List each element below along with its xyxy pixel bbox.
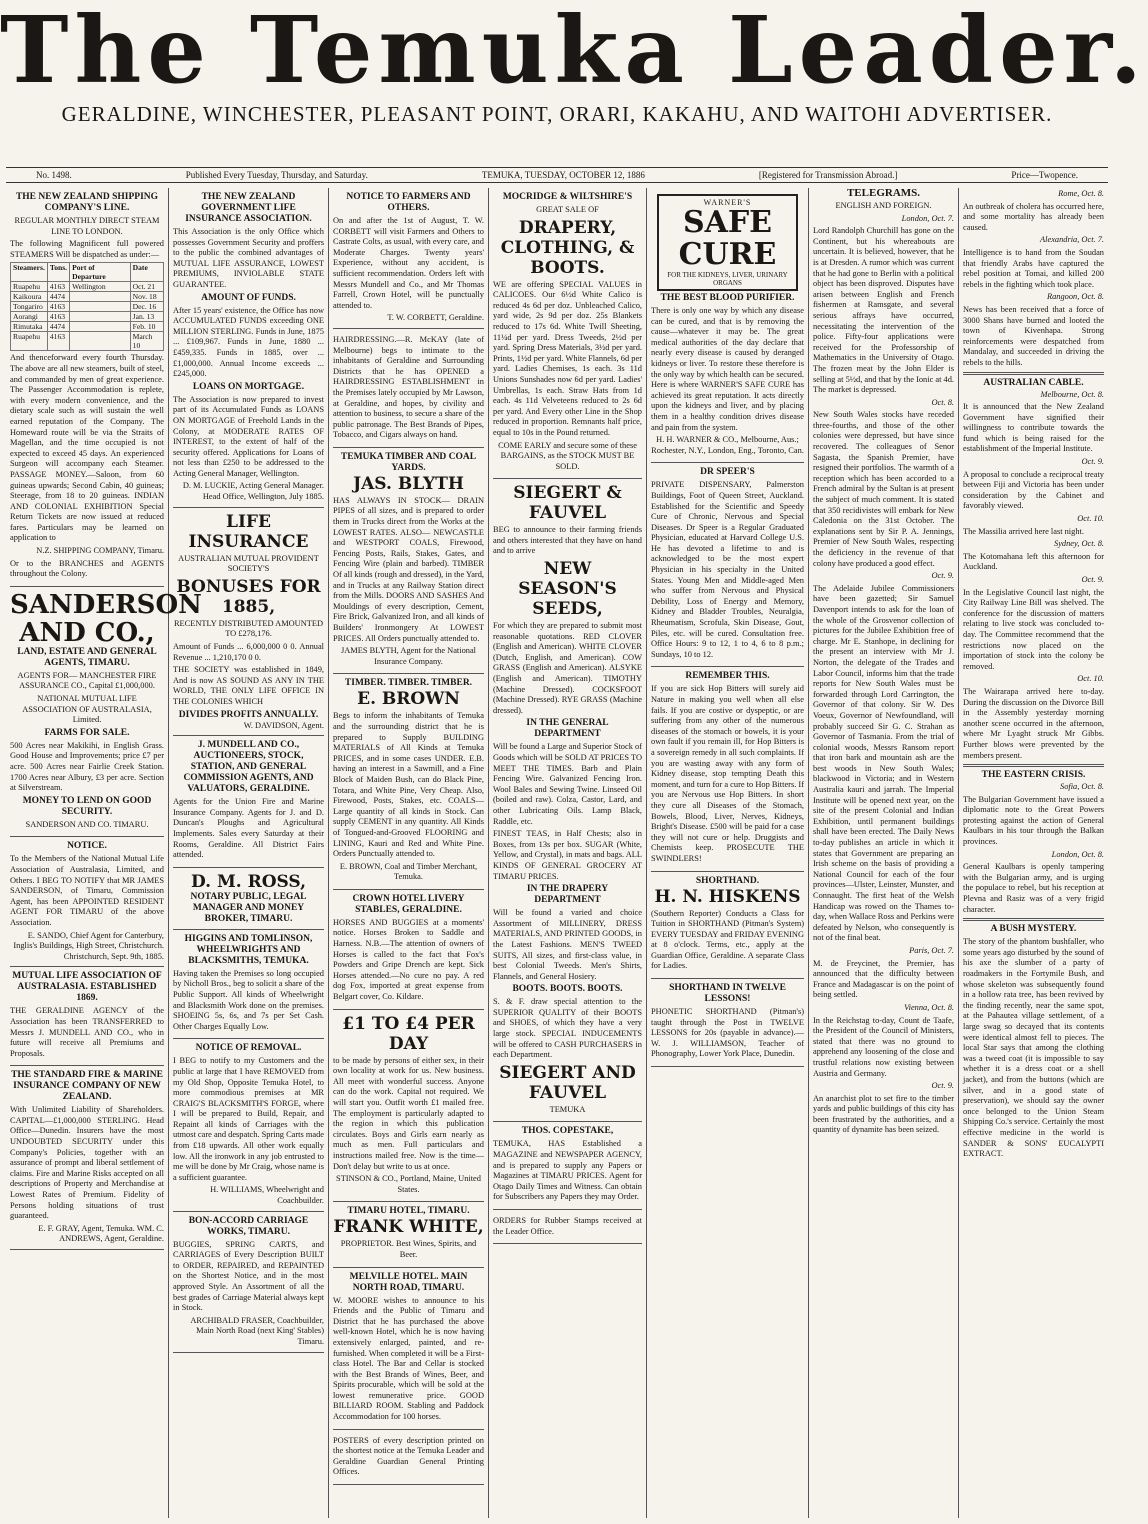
higgins-body: Having taken the Premises so long occupied by Nicholl Bros., beg to solicit a share of the Public Support. All kinds of Wheelwright and Blacksmith Work done on the premises. SHOEING 5s, 6s, and 7s per Set Cash. Other Charges Equally Low. [173, 968, 324, 1031]
eastern-heading: THE EASTERN CRISIS. [981, 770, 1086, 781]
stinson-ad [333, 1010, 484, 1203]
govt-signature: D. M. LUCKIE, Acting General Manager. Head Office, Wellington, July 1885. [182, 481, 324, 502]
eastern-list [963, 782, 1104, 915]
general-heading: IN THE GENERAL DEPARTMENT [526, 718, 609, 740]
safe-cure-title: SAFE CURE [678, 205, 777, 272]
dispatch-text: General Kaulbars is openly tampering with the Bulgarian army, and is urging the populace to rebel, but his reception at Plevna and Rasiz was of a very frigid character. [963, 862, 1104, 914]
dispatch-dateline: Melbourne, Oct. 8. [1040, 389, 1104, 399]
mundell-ad [173, 736, 324, 868]
corbett-signature: T. W. CORBETT, Geraldine. [387, 313, 484, 323]
table-cell [70, 292, 131, 302]
standard-heading: THE STANDARD FIRE & MARINE INSURANCE COMPANY OF NEW ZEALAND. [11, 1070, 163, 1103]
seeds-body: For which they are prepared to submit most reasonable quotations. RED CLOVER (English and American). WHITE CLOVER (Dutch, English, and American). COW GRASS (English and American). ALSYKE (English and American). TIMOTHY (Machine Dressed). COCKSFOOT (Machine Dressed). RYE GRASS (Machine dressed). [493, 621, 642, 715]
siegert-footer-title: SIEGERT AND FAUVEL [499, 1062, 636, 1103]
funds-body: After 15 years' existence, the Office has now ACCUMULATED FUNDS exceeding ONE MILLION STERLING. Funds in June, 1875 ... £109,967. Funds in June, 1880 ... £459,335. Funds in 1885, over ... £1,000,000. Annual Income exceeds ... £245,000. [173, 305, 324, 379]
newspaper-subtitle: GERALDINE, WINCHESTER, PLEASANT POINT, ORARI, KAKAHU, AND WAITOHI ADVERTISER. [61, 102, 1053, 126]
timaru-hotel-body: PROPRIETOR. Best Wines, Spirits, and Beer. [340, 1239, 477, 1259]
siegert-heading: SIEGERT & FAUVEL [513, 483, 622, 524]
mundell-heading: J. MUNDELL AND CO., AUCTIONEERS, STOCK, STATION, AND GENERAL COMMISSION AGENTS, AND VALUATORS, GERALDINE. [183, 740, 314, 795]
loans-heading: LOANS ON MORTGAGE. [192, 381, 305, 392]
timaru-hotel-heading: TIMARU HOTEL, TIMARU. [347, 1206, 470, 1217]
table-row [11, 282, 164, 292]
crown-stables-ad [333, 890, 484, 1010]
mckay-ad [333, 329, 484, 448]
column-3 [329, 188, 489, 1518]
cable-heading: AUSTRALIAN CABLE. [983, 377, 1084, 388]
boots-heading: BOOTS. BOOTS. BOOTS. [512, 984, 623, 995]
shipping-subheading: REGULAR MONTHLY DIRECT STEAM LINE TO LONDON. [14, 216, 160, 236]
farms-body: 500 Acres near Makikihi, in English Grass. Good House and Improvements; price £7 per acre. 500 Acres near Fairlie Creek Station. 1700 Acres near Albury, £3 per acre. Section at Silverstream. [10, 740, 164, 793]
mckay-body: HAIRDRESSING.—R. McKAY (late of Melbourne) begs to intimate to the inhabitants of Geraldine and Surrounding Districts that he has OPENED a HAIRDRESSING ESTABLISHMENT in the Premises lately occupied by Mr Lawson, at Geraldine, and hopes, by civility and attention to business, to secure a share of the public patronage. The Best Brands of Pipes, Tobacco, and Cigars always on hand. [333, 334, 484, 440]
copestake-body: TEMUKA, HAS Established a MAGAZINE and NEWSPAPER AGENCY, and is prepared to supply any Papers or Magazines at TIMARU PRICES. Agent for Otago Daily Times and Witness. Can obtain for Subscribers any Papers they may Order. [493, 1139, 642, 1202]
table-cell: Ruapehu [11, 282, 48, 292]
mutual-life-ad [10, 967, 164, 1066]
table-cell [70, 302, 131, 312]
corbett-ad [333, 188, 484, 329]
dispatch-text: The Massilia arrived here last night. [963, 526, 1084, 536]
table-cell: 4163 [47, 282, 69, 292]
table-header-cell: Steamers. [11, 263, 48, 282]
loans-body: The Association is now prepared to invest part of its Accumulated Funds as LOANS ON MORTGAGE of Freehold Lands in the Colony, at MODERATE RATES OF INTEREST, to the extent of half of the security offered. Applications for Loans of not less than £250 to be addressed to the Acting General Manager, Wellington. [173, 394, 324, 478]
sanderson-title: SANDERSON AND CO., [10, 589, 202, 648]
posters-body: POSTERS of every description printed on the shortest notice at the Temuka Leader and Geraldine Guardian General Printing Offices. [333, 1435, 484, 1477]
sanderson-ad [10, 587, 202, 838]
brown-heading: TIMBER. TIMBER. TIMBER. [344, 678, 473, 689]
column-6 [809, 188, 959, 1518]
blyth-heading: TEMUKA TIMBER AND COAL YARDS. [340, 451, 477, 473]
dispatch-dateline: Oct. 9. [931, 571, 954, 581]
standard-signature: E. F. GRAY, Agent, Temuka. WM. C. ANDREWS, Agent, Geraldine. [38, 1223, 164, 1244]
mocridge-body: WE are offering SPECIAL VALUES in CALICOES. Our 6½d White Calico is reduced 4s 6d per doz. Unbleached Calico, yard wide, 2s 9d per doz. 25s Blankets reduced to 17s 6d. White Twill Sheeting, 11¼d per yard. Dress Tweeds, 2½d per yard. Spring Dress Materials, 3½d per yard. Prints, 1½d per yard. White Flannels, 6d per yard. Ladies Chemises, 1s each. 3s 11d Unions Sunshades now 6d per yard. Ladies' Umbrellas, 1s each. Straw Hats from 1d each. 4s 11d Velveteens reduced to 2s 6d per yard. And Every other Line in the Shop reduced in proportion. Remnants half price, equal to 10s in the Pound returned. [493, 279, 642, 437]
foreign-news-list [963, 189, 1104, 369]
safe-cure-sub: THE BEST BLOOD PURIFIER. [660, 293, 795, 303]
teas-body: FINEST TEAS, in Half Chests; also in Boxes, from 13s per box. SUGAR (White, Yellow, and Crystal), in mats and bags. ALL KINDS OF GENERAL GROCERY AT TIMARU PRICES. [493, 829, 642, 881]
table-cell [70, 332, 131, 351]
notice-signature: E. SANDO, Chief Agent for Canterbury, Inglis's Buildings, High Street, Christchurch. Christchurch, Sept. 9th, 1885. [13, 930, 164, 961]
table-header-cell: Port of Departure [70, 263, 131, 282]
corbett-heading: NOTICE TO FARMERS AND OTHERS. [346, 192, 471, 213]
table-cell: Dec. 16 [130, 302, 163, 312]
speer-ad [651, 463, 804, 667]
dispatch-text: An outbreak of cholera has occurred here, and some mortality has already been caused. [963, 201, 1104, 232]
mutual-heading: MUTUAL LIFE ASSOCIATION OF AUSTRALASIA. ESTABLISHED 1869. [12, 971, 162, 1004]
table-cell: Nov. 18 [130, 292, 163, 302]
standard-body: With Unlimited Liability of Shareholders. CAPITAL—£1,000,000 STERLING. Head Office—Dunedin. Insurers have the most UNDOUBTED SECURITY under this Company's Policies, together with an assurance of prompt and liberal settlement of claims. Fire and Marine Risks accepted on all descriptions of Property and Merchandise at Lowest Rates of Premium. Fidelity of Persons holding situations of trust guaranteed. [10, 1105, 164, 1221]
amp-body: THE SOCIETY was established in 1849, And is now AS SOUND AS ANY IN THE WORLD, THE ONLY LIFE OFFICE IN THE COLONIES WHICH [173, 665, 324, 706]
sanderson-signature: SANDERSON AND CO. TIMARU. [25, 819, 149, 829]
stinson-headline: £1 TO £4 PER DAY [342, 1013, 475, 1054]
dispatch-text: The Bulgarian Government have issued a diplomatic note to the Great Powers protesting against the action of General Kaulbars in his tour through the Balkan provinces. [963, 794, 1104, 847]
registration-note: [Registered for Transmission Abroad.] [758, 170, 898, 180]
brown-title: E. BROWN [357, 689, 460, 710]
dispatch-text: The Kotomahana left this afternoon for Auckland. [963, 551, 1104, 572]
cable-list [963, 390, 1104, 762]
ross-ad [173, 868, 324, 930]
bonaccord-signature: ARCHIBALD FRASER, Coachbuilder, Main North Road (next King' Stables) Timaru. [190, 1315, 324, 1346]
bonaccord-ad [173, 1212, 324, 1353]
stinson-body: to be made by persons of either sex, in their own locality at work for us. New business. All meet with wonderful success. Anyone can do the work. Capital not required. We will start you. Outfit worth £1 mailed free. The employment is particularly adapted to the region in which this publication circulates. Boys and Girls earn nearly as much as men. Full particulars and instructions mailed free. Now is the time—Don't delay but write to us at once. [333, 1055, 484, 1171]
table-cell: 4474 [47, 292, 69, 302]
amp-signature: W. DAVIDSON, Agent. [243, 720, 324, 730]
table-cell: 4163 [47, 302, 69, 312]
farms-heading: FARMS FOR SALE. [44, 727, 130, 738]
newspaper-title: The Temuka Leader. [0, 0, 1148, 104]
mutual-body: THE GERALDINE AGENCY of the Association has been TRANSFERRED to Messrs J. MUNDELL AND CO., who in future will receive all Premiums and Proposals. [10, 1006, 164, 1058]
column-2 [169, 188, 329, 1518]
brown-body: Begs to inform the inhabitants of Temuka and the surrounding district that he is prepared to Supply BUILDING MATERIALS of All Kinds at Temuka PRICES, and in some cases UNDER. E.B. having an interest in a Sawmill, and a Fine Block of Maiden Bush, can do Black Pine, Totara, and White Pine, Very Cheap. Also, Firewood, Posts, Stakes, etc. COALS—Large quantity of all kinds in Stock. Can supply CEMENT in any quantity. All Kinds of Tongued-and-Grooved FLOORING and LINING, Kauri and Red and White Pine. Orders Punctually attended to. [333, 711, 484, 859]
issue-number: No. 1498. [36, 170, 72, 180]
amp-name: AUSTRALIAN MUTUAL PROVIDENT SOCIETY'S [178, 553, 319, 574]
twelve-lessons-ad [651, 979, 804, 1067]
dispatch-dateline: Sofia, Oct. 8. [1060, 782, 1104, 792]
notice-body: To the Members of the National Mutual Life Association of Australasia, Limited, and Others. I BEG TO NOTIFY that MR JAMES SANDERSON, of Timaru, Commission Agent, has been APPOINTED RESIDENT AGENT FOR TIMARU of the above Association. [10, 854, 164, 927]
dispatch-dateline: Oct. 9. [931, 1081, 954, 1091]
national-mutual: NATIONAL MUTUAL LIFE ASSOCIATION OF AUSTRALASIA, Limited. [22, 694, 152, 725]
amp-figures: Amount of Funds ... 6,000,000 0 0. Annual Revenue ... 1,210,170 0 0. [173, 642, 324, 662]
table-cell: Wellington [70, 282, 131, 292]
frank-white-title: FRANK WHITE, [333, 1217, 484, 1238]
speer-body: PRIVATE DISPENSARY, Palmerston Buildings, Foot of Queen Street, Auckland. Established for the Scientific and Speedy Cure of Chronic, Nervous and Special Diseases. Dr Speer is a Regular Graduated Physician, educated at Harvard College U.S. He has devoted a lifetime to and is acknowledged to be the most expert Physician in his specialty in the United States. Young Men and Middle-aged Men who suffer from Nervous and Physical Debility, Loss of Energy and Memory, Kidney and Bladder Troubles, Neuralgia, Rheumatism, Scrofula, Skin Disease, Gout, Piles, etc. will be cured. Consultation free. Office Hours: 9 to 12, 1 to 4, 6 to 8 p.m.; Sundays, 10 to 12. [651, 480, 804, 659]
siegert-intro: BEG to announce to their farming friends and others interested that they have on hand and to arrive [493, 525, 642, 556]
blyth-title: JAS. BLYTH [353, 473, 464, 494]
melville-hotel-ad [333, 1268, 484, 1430]
mystery-body: The story of the phantom bushfaller, who some years ago disturbed by the sound of his axe the slumber of a party of roadmakers in the Fortymile Bush, and whose skeleton was subsequently found in a hollow rata tree, has been revived by the finding recently, near the same spot, at the Pahautea village settlement, of a large swag so decayed that its contents were identical almost fell to pieces. The local Star says that among the clothing was a tweed coat (it is impossible to say whether it is a dress coat or a shell jacket), and from the buttons (which are silver, and in a good state of preservation), we should say the owner once belonged to the Union Steam Shipping Co.'s service. Certainly the most effective medicine in the world is SANDER & SONS' EUCALYPTI EXTRACT. [963, 937, 1104, 1159]
dispatch-dateline: Sydney, Oct. 8. [1054, 539, 1104, 549]
table-row [11, 292, 164, 302]
safe-cure-for: FOR THE KIDNEYS, LIVER, URINARY ORGANS [667, 271, 788, 287]
table-cell: Oct. 21 [130, 282, 163, 292]
shipping-signature: N.Z. SHIPPING COMPANY, Timaru. [36, 546, 164, 556]
dispatch-dateline: Paris, Oct. 7. [909, 945, 954, 955]
table-row [11, 302, 164, 312]
dispatch-dateline: Rome, Oct. 8. [1058, 189, 1104, 198]
shorthand-ad [651, 872, 804, 980]
telegrams-subheading: ENGLISH AND FOREIGN. [835, 201, 932, 210]
dispatch-dateline: Oct. 10. [1077, 674, 1104, 684]
twelve-heading: SHORTHAND IN TWELVE LESSONS! [669, 983, 786, 1005]
dispatch-text: News has been received that a force of 3000 Shans have burned and looted the town of Kivenhapa. Strong reinforcements were despatched from Mandalay, and succeeded in driving the rebels to the hills. [963, 304, 1104, 367]
table-cell: Feb. 10 [130, 322, 163, 332]
hop-bitters-ad [651, 667, 804, 871]
life-insurance-title: LIFE INSURANCE [188, 511, 309, 552]
general-body: Will be found a Large and Superior Stock of Goods which will be SOLD AT PRICES TO MEET THE TIMES. Barb and Plain Fencing Wire. Galvanized Fencing Iron. Wool Bales and Sewing Twine. Linseed Oil (boiled and raw). Colza, Castor, Lard, and other Lubricating Oils. Lamp Black, Raddle, etc. [493, 742, 642, 826]
funds-heading: AMOUNT OF FUNDS. [201, 292, 296, 303]
table-cell: 4474 [47, 322, 69, 332]
dispatch-dateline: Rangoon, Oct. 8. [1047, 292, 1104, 302]
price: Price—Twopence. [1011, 170, 1078, 180]
table-header-cell: Tons. [47, 263, 69, 282]
shorthand-body: (Southern Reporter) Conducts a Class for Tuition in SHORTHAND (Pitman's System) EVERY TUESDAY and FRIDAY EVENING at 8 o'clock. Terms, etc., apply at the Guardian Office, Geraldine. A separate Class for Ladies. [651, 908, 804, 971]
bonuses-title: BONUSES FOR 1885, [176, 576, 321, 617]
drapery-heading: IN THE DRAPERY DEPARTMENT [526, 884, 609, 906]
mocridge-sub: GREAT SALE OF [536, 205, 599, 214]
table-cell: Ruapehu [11, 332, 48, 351]
dispatch-text: An anarchist plot to set fire to the timber yards and public buildings of this city has been frustrated by the authorities, and a quantity of dynamite has been seized. [813, 1093, 954, 1135]
dispatch-dateline: Vienna, Oct. 8. [904, 1002, 954, 1012]
copestake-heading: THOS. COPESTAKE, [521, 1126, 614, 1137]
column-4 [489, 188, 647, 1518]
notice-ad [10, 837, 164, 967]
mocridge-tail: COME EARLY and secure some of these BARGAINS, as the STOCK MUST BE SOLD. [498, 440, 637, 471]
table-cell [70, 322, 131, 332]
dispatch-dateline: Oct. 9. [1081, 575, 1104, 584]
twelve-body: PHONETIC SHORTHAND (Pitman's) taught through the Post in TWELVE LESSONS for 20s (payable in advance).—W. J. WILLIAMSON, Teacher of Phonography, Lower York Place, Dunedin. [651, 1007, 804, 1059]
corbett-body: On and after the 1st of August, T. W. CORBETT will visit Farmers and Others to Castrate Colts, as usual, with every care, and Moderate Charges. Twenty years' Experience, without any accident, is sufficient recommendation. Orders left with Messrs Mundell and Co., and Mr Thomas Farrell, Crown Hotel, will be punctually attended to. [333, 216, 484, 310]
drapery-body: Will be found a varied and choice Assortment of MILLINERY, DRESS MATERIALS, AND PRINTED GOODS, in the Latest Fashions. MEN'S TWEED SUITS, All sizes, and first-class value, in best Colonial Tweeds. Men's Shirts, Flannels, and General Hosiery. [493, 908, 642, 981]
shipping-heading: THE NEW ZEALAND SHIPPING COMPANY'S LINE. [15, 192, 159, 213]
removal-signature: H. WILLIAMS, Wheelwright and Coachbuilder. [210, 1185, 324, 1206]
posters-ad [333, 1430, 484, 1485]
bonaccord-heading: BON-ACCORD CARRIAGE WORKS, TIMARU. [188, 1215, 309, 1237]
dispatch-dateline: Alexandria, Oct. 7. [1040, 235, 1104, 245]
brown-signature: E. BROWN, Coal and Timber Merchant, Temuka. [339, 861, 478, 882]
removal-heading: NOTICE OF REMOVAL. [195, 1043, 302, 1054]
dispatch-dateline: London, Oct. 8. [1051, 849, 1104, 859]
table-cell: Rimutaka [11, 322, 48, 332]
copestake-ad [493, 1122, 642, 1210]
table-row [11, 322, 164, 332]
dispatch-dateline: London, Oct. 7. [901, 213, 954, 223]
table-header-cell: Date [130, 263, 163, 282]
table-cell: March 10 [130, 332, 163, 351]
remember-heading: REMEMBER THIS. [685, 671, 770, 682]
higgins-ad [173, 930, 324, 1040]
safe-cure-ad [651, 188, 804, 463]
blyth-signature: JAMES BLYTH, Agent for the National Insurance Company. [340, 646, 476, 666]
safe-cure-logo [657, 194, 798, 291]
govt-body: This Association is the only Office which possesses Government Security and proffers to the public the combined advantages of MUTUAL LIFE ASSURANCE, LOWEST PREMIUMS, INVIOLABLE STATE GUARANTEE. [173, 227, 324, 289]
dispatch-text: New South Wales stocks have receded three-fourths, and those of the other colonies were depressed, but have since recovered. The colleagues of Senor Sagasta, the Spanish Premier, have resigned their portfolios. The warmth of a reception which has been accorded to a French admiral by the Sultan is at present the subject of much comment. It is stated that 350 recidivistes will embark for New Caledonia on the 31st October. The explanations sent by Sir P. A. Jennings, Premier of New South Wales, respecting the deficiency in the revenue of that colony have produced a good effect. [813, 410, 954, 568]
seeds-title: NEW SEASON'S SEEDS, [518, 559, 617, 620]
timaru-hotel-ad [333, 1202, 484, 1267]
dispatch-text: M. de Freycinet, the Premier, has announced that the difficulty between France and Madagascar is on the point of being settled. [813, 958, 954, 1000]
dispatch-text: Intelligence is to hand from the Soudan that friendly Arabs have captured the rebel position at Tomai, and killed 200 rebels in the fighting which took place. [963, 247, 1104, 289]
dateline: TEMUKA, TUESDAY, OCTOBER 12, 1886 [481, 170, 645, 180]
stinson-signature: STINSON & CO., Portland, Maine, United States. [336, 1174, 481, 1194]
amp-ad [173, 508, 324, 737]
table-cell: Jan. 13 [130, 312, 163, 322]
brown-ad [333, 674, 484, 890]
telegrams-list [813, 214, 954, 1136]
table-cell: Kaikoura [11, 292, 48, 302]
crown-heading: CROWN HOTEL LIVERY STABLES, GERALDINE. [352, 893, 465, 915]
divides-profits: DIVIDES PROFITS ANNUALLY. [178, 709, 319, 720]
ross-body: NOTARY PUBLIC, LEGAL MANAGER AND MONEY BROKER, TIMARU. [190, 891, 307, 924]
info-bar [6, 167, 1108, 183]
melville-heading: MELVILLE HOTEL. MAIN NORTH ROAD, TIMARU. [349, 1271, 468, 1293]
safe-cure-signature: H. H. WARNER & CO., Melbourne, Aus.; Rochester, N.Y., London, Eng., Toronto, Can. [651, 435, 804, 455]
bonuses-subtitle: RECENTLY DISTRIBUTED AMOUNTED TO £278,176. [173, 618, 324, 639]
dispatch-text: In the Reichstag to-day, Count de Taafe, the President of the Council of Ministers, stated that there was no ground to apprehend any loosening of the close and trustful relations now existing between Austria and Germany. [813, 1015, 954, 1078]
ross-title: D. M. ROSS, [190, 871, 307, 892]
table-row [11, 332, 164, 351]
table-cell: Tongariro [11, 302, 48, 312]
table-cell: 4163 [47, 312, 69, 322]
shipping-tail: Or to the BRANCHES and AGENTS throughout the Colony. [10, 558, 164, 579]
moore-body: W. MOORE wishes to announce to his Friends and the Public of Timaru and District that he has purchased the above well-known Hotel, which he is now having extensively enlarged, painted, and re-furnished. When completed it will be a First-class Hotel. The Bar and Cellar is stocked with the Best Brands of Wines, Beer, and Spirits procurable, which will be sold at the lowest remunerative price. GOOD BILLIARD ROOM. Stabling and Paddock Accommodation for 100 horses. [333, 1295, 484, 1422]
sanderson-subtitle: LAND, ESTATE AND GENERAL AGENTS, TIMARU. [17, 646, 157, 668]
money-to-lend: MONEY TO LEND ON GOOD SECURITY. [22, 795, 152, 817]
dispatch-text: The Adelaide Jubilee Commissioners have been gazetted; Sir Samuel Davenport intends to ask for the loan of the whole of the Grosvenor collection of pictures for the Jubilee Exhibition free of charge. Mr E. Stanhope, in declining for the present an interview with Mr J. Norton, the delegate of the Trades and Labor Council, informs him that the trade reports for New South Wales must be forwarded through Lord Carrington, the Governor of that colony. Sir W. Des Voeux, Governor of Newfoundland, will probably succeed Sir G. C. Strahan as Governor of Tasmania. From the trial of colonial woods, Messrs Ransom report that iron bark and mountain ash are the best woods in New South Wales; blackwood in Victoria; and in Western Australia kauri and jarrah. The Imperial Institute will be opened next year, on the site of the present Colonial and Indian Exhibition, until permanent buildings shall have been erected. The Daily News to-day publishes an article in which it states that Government are preparing an Irish scheme on the basis of providing a National Council for each of the four provinces—Ulster, Leinster, Munster, and Connaught. The first heat of the Welsh Handicap was rowed on the Thames to-day, when Wallace Ross and Perkins were defeated by Nelson, who consequently is not of the final beat. [813, 583, 954, 943]
dispatch-text: Lord Randolph Churchill has gone on the Continent, but his whereabouts are uncertain. It is believed, however, that he is at Dresden. A rumor which was current that he had gone to Berlin with a political object has been disproved. Disputes have arisen between English and French fishermen at Ramsgate, and several serious affrays have occurred, necessitating the intervention of the police. Fifty-four applications were received for the Professorship of Mathematics in the University of Otago. The frozen meat by the John Elder is selling at 5½d, and that by the Ionic at 4d. The market is depressed. [813, 226, 954, 395]
blyth-body: HAS ALWAYS IN STOCK— DRAIN PIPES of all sizes, and is prepared to order them in Trucks direct from the Works at the LOWEST RATES. ALSO— NEWCASTLE and WESTPORT COALS, Firewood, Fencing Posts, Rails, Stakes, Gates, and Fencing Wire (plain and barbed). TIMBER Of all kinds (rough and dressed), in the Yard, and in Trucks at any Railway Station direct from the Mills. DOORS AND SASHES And Mouldings of every description, Cement, Fire Brick, Galvanized Iron, and all kinds of Builders' Ironmongery At LOWEST PRICES. All Orders punctually attended to. [333, 495, 484, 643]
govt-heading: THE NEW ZEALAND GOVERNMENT LIFE INSURANCE ASSOCIATION. [185, 192, 312, 224]
shorthand-heading: SHORTHAND. [695, 875, 760, 886]
table-cell: 4163 [47, 332, 69, 351]
shipping-ad [10, 188, 164, 587]
agents-for: AGENTS FOR— MANCHESTER FIRE ASSURANCE CO., Capital £1,000,000. [17, 670, 157, 691]
boots-body: S. & F. draw special attention to the SUPERIOR QUALITY of their BOOTS and SHOES, of which they have a very large stock. SPECIAL INDUCEMENTS will be offered to CASH PURCHASERS in each Department. [493, 997, 642, 1060]
govt-insurance-ad [173, 188, 324, 508]
standard-insurance-ad [10, 1066, 164, 1250]
column-5 [647, 188, 809, 1518]
dispatch-dateline: Oct. 8. [931, 397, 954, 407]
dispatch-text: A proposal to conclude a reciprocal treaty between Fiji and Victoria has been under consideration by the Cabinet and favorably viewed. [963, 469, 1104, 511]
hiskens-title: H. N. HISKENS [654, 886, 801, 907]
bonaccord-body: BUGGIES, SPRING CARTS, and CARRIAGES of Every Description BUILT to ORDER, REPAIRED, and REPAINTED on the Shortest Notice, and in the most approved Style. An Assortment of all the best grades of Carriage Material always kept in Stock. [173, 1239, 324, 1313]
mocridge-ad [493, 188, 642, 479]
safe-cure-body: There is only one way by which any disease can be cured, and that is by removing the cause—whatever it may be. The great medical authorities of the day declare that nearly every disease is caused by deranged kidneys or liver. To restore these therefore is the only way by which health can be secured. Here is where WARNER'S SAFE CURE has achieved its great reputation. It acts directly upon the kidneys and liver, and by placing them in a healthy condition drives disease and pain from the system. [651, 306, 804, 432]
dispatch-dateline: Oct. 10. [1077, 514, 1104, 524]
mundell-body: Agents for the Union Fire and Marine Insurance Company. Agents for J. and D. Duncan's Ploughs and Agricultural Implements. Sales every Saturday at their Rooms, Geraldine. All District Fairs attended. [173, 797, 324, 860]
column-1 [6, 188, 202, 1518]
safe-cure-warner: WARNER'S [703, 198, 752, 207]
mocridge-heading: MOCRIDGE & WILTSHIRE'S [502, 192, 633, 202]
siegert-ad [493, 479, 642, 1122]
speer-heading: DR SPEER'S [700, 467, 755, 478]
dispatch-text: It is announced that the New Zealand Government have signified their willingness to contribute towards the fund which is being raised for the establishment of the Imperial Institute. [963, 402, 1104, 454]
table-row [11, 312, 164, 322]
dispatch-text: The Wairarapa arrived here to-day. During the discussion on the Divorce Bill in the Assembly yesterday morning another scene occurred in the afternoon, where Mr Lyaght struck Mr Gibbs. Further blows were prevented by the members present. [963, 686, 1104, 760]
shipping-intro: The following Magnificent full powered STEAMERS Will be dispatched as under:— [10, 239, 164, 259]
notice-heading: NOTICE. [67, 841, 107, 852]
table-cell: Aorangi [11, 312, 48, 322]
stamps-ad [493, 1210, 642, 1244]
crown-body: HORSES AND BUGGIES at a moments' notice. Horses Broken to Saddle and Harness. N.B.—The attention of owners of Horses is called to the fact that Fox's Powders and Gripe Drench are kept. Sick Horses attended.—No cure no pay. A red dog Fox, imported at great expense from Belgart cover, Co. Kildare. [333, 917, 484, 1002]
removal-ad [173, 1039, 324, 1211]
blyth-ad [333, 448, 484, 675]
dispatch-text: In the Legislative Council last night, the City Railway Line Bill was shelved. The conference for the discussion of matters relating to live stock was concluded to-day. The Committee recommend that the restrictions now placed on the importation of stock into the colony be removed. [963, 587, 1104, 671]
masthead [0, 0, 1148, 127]
removal-body: I BEG to notify to my Customers and the public at large that I have REMOVED from my Old Shop, Opposite Temuka Hotel, to more commodious premises at MR CRAIG'S BLACKSMITH'S FORGE, where I will be prepared to Build, Repair, and Repaint all kinds of Carriages with the utmost care and despatch. Spring Carts made from £18 upwards. All other work equally low. All the ironwork in any job entrusted to me will be done by Mr Craig, whose name is a sufficient guarantee. [173, 1056, 324, 1182]
stamps-body: ORDERS for Rubber Stamps received at the Leader Office. [493, 1216, 642, 1236]
mocridge-title: DRAPERY, CLOTHING, & BOOTS. [500, 217, 635, 278]
telegrams-heading: TELEGRAMS. [846, 187, 921, 199]
publication-schedule: Published Every Tuesday, Thursday, and Saturday. [185, 170, 368, 180]
shipping-body: And thenceforward every fourth Thursday. The above are all new steamers, built of steel, and commanded by men of great experience. The Passenger Accommodation is replete, with every modern convenience, and the dietary scale such as will sustain the well earned reputation of the Company. The Homeward route will be via the Straits of Magellan, and the time occupied is not expected to exceed 45 days. An experienced Surgeon will accompany each Steamer. PASSAGE MONEY.—Saloon, from 60 guineas upwards; Second Cabin, 40 guineas; Steerage, from 18 to 20 guineas. INDIAN AND COLONIAL EXHIBITION Special Return Tickets are now issued at reduced fares. Particulars may be learned on application to [10, 353, 164, 543]
column-7 [959, 188, 1108, 1518]
remember-body: If you are sick Hop Bitters will surely aid Nature in making you well when all else fails. If you are costive or dyspeptic, or are suffering from any other of the numerous diseases of the stomach or bowels, it is your own fault if you remain ill, for Hop Bitters is a sovereign remedy in all such complaints. If you are wasting away with any form of Kidney disease, stop tempting Death this moment, and turn for a cure to Hop Bitters. If you are Nervous use Hop Bitters. In short they cure all Diseases of the Stomach, Bowels, Blood, Liver, Nerves, Kidneys, Bright's Disease. £500 will be paid for a case they will not cure or help. Druggists and Chemists keep. PROSECUTE THE SWINDLERS! [651, 684, 804, 863]
table-cell [70, 312, 131, 322]
columns [6, 188, 1108, 1518]
siegert-town: TEMUKA [549, 1104, 586, 1114]
steamer-table [10, 262, 164, 351]
dispatch-dateline: Oct. 9. [1081, 457, 1104, 467]
mystery-heading: A BUSH MYSTERY. [990, 924, 1077, 935]
higgins-heading: HIGGINS AND TOMLINSON, WHEELWRIGHTS AND BLACKSMITHS, TEMUKA. [184, 933, 313, 966]
